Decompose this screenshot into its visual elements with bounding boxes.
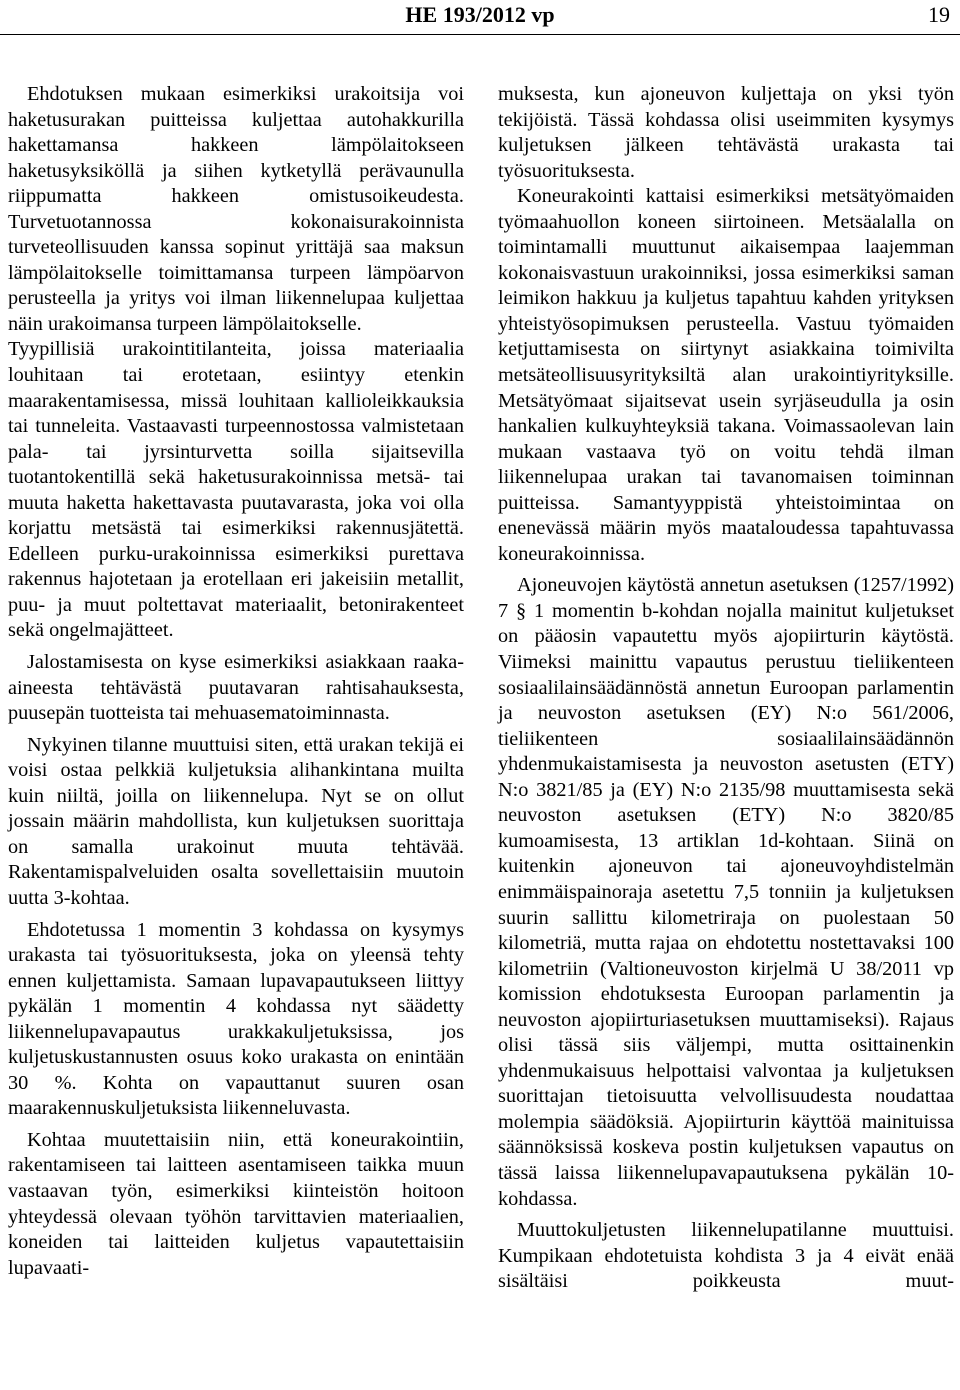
paragraph: Muuttokuljetusten liikennelupatilanne muuttuisi. Kumpikaan ehdotetuista kohdista 3 ja 4 eivät enää sisältäisi poikkeusta muut- xyxy=(498,1219,954,1293)
left-column xyxy=(8,82,464,1281)
page-header xyxy=(0,0,960,35)
paragraph: Ehdotuksen mukaan esimerkiksi urakoitsija voi haketusurakan puitteissa kuljettaa autohakkurilla hakettamansa hakkeen lämpölaitokseen haketusyksiköllä ja siihen kytketyllä perävaunulla riippumatta hakkeen omistusoikeudesta. Turvetuotannossa kokonaisurakoinnista turveteollisuuden kanssa sopinut yrittäjä saa maksun lämpölaitokselle toimittamansa turpeen lämpöarvon perusteella ja yritys voi ilman liikennelupaa kuljettaa näin urakoimansa turpeen lämpölaitokselle. xyxy=(8,83,464,335)
paragraph: Ajoneuvojen käytöstä annetun asetuksen (1257/1992) 7 § 1 momentin b-kohdan nojalla mainitut kuljetukset on pääosin vapautettu myös ajopiirturin käytöstä. Viimeksi mainittu vapautus perustuu tieliikenteen sosiaalilainsäädännöstä annetun Euroopan parlamentin ja neuvoston asetuksen (EY) N:o 561/2006, tieliikenteen sosiaalilainsäädännön yhdenmukaistamisesta ja neuvoston asetusten (ETY) N:o 3821/85 ja (EY) N:o 2135/98 muuttamisesta sekä neuvoston asetuksen (ETY) N:o 3820/85 kumoamisesta, 13 artiklan 1d-kohtaan. Siinä on kuitenkin ajoneuvon tai ajoneuvoyhdistelmän enimmäispainoraja asetettu 7,5 tonniin ja kuljetuksen suurin sallittu kilometriraja on puolestaan 50 kilometriä, mutta rajaa on ehdotettu nostettavaksi 100 kilometriin (Valtioneuvoston kirjelmä U 38/2011 vp komission ehdotuksesta Euroopan parlamentin ja neuvoston ajopiirturiasetuksen muuttamiseksi). Rajaus olisi tässä siis väljempi, mutta osittainenkin yhdenmukaisuus helpottaisi valvontaa ja kuljetuksen suorittajan tietoisuutta velvollisuudesta noudattaa molempia säädöksiä. Ajopiirturin käyttöä mainituissa säännöksissä koskeva postin kuljetuksen vapautus on tässä laissa liikennelupavapautuksena pykälän 10-kohdassa. xyxy=(498,574,954,1210)
right-column xyxy=(498,82,954,1295)
page-number: 19 xyxy=(928,2,950,27)
paragraph: Jalostamisesta on kyse esimerkiksi asiakkaan raaka-aineesta tehtävästä puutavaran rahtisahauksesta, puusepän tuotteista tai mehuasematoiminnasta. xyxy=(8,651,464,725)
paragraph: muksesta, kun ajoneuvon kuljettaja on yksi työn tekijöistä. Tässä kohdassa olisi useimmiten kysymys kuljetuksen jälkeen tehtävästä urakasta tai työsuorituksesta. xyxy=(498,83,954,182)
document-id: HE 193/2012 vp xyxy=(405,2,555,27)
paragraph: Kohtaa muutettaisiin niin, että koneurakointiin, rakentamiseen tai laitteen asentamiseen taikka muun vastaavan työn, esimerkiksi kiinteistön hoitoon yhteydessä olevaan työhön tarvittavien materiaalien, koneiden tai laitteiden kuljetus vapautettaisiin lupavaati- xyxy=(8,1128,464,1279)
paragraph: Koneurakointi kattaisi esimerkiksi metsätyömaiden työmaahuollon koneen siirtoineen. Metsäalalla on toimintamalli muuttunut aikaisempaa laajemman kokonaisvastuun urakoinniksi, jossa esimerkiksi saman leimikon hakkuu ja kuljetus tapahtuu kahden yrityksen yhteistyösopimuksen perusteella. Vastuu työmaiden ketjuttamisesta on siirtynyt asiakkaina toimivilta metsäteollisuusyrityksiltä alan urakointiyrityksille. Metsätyömaat sijaitsevat usein syrjäseudulla ja osin hankalien kulkuyhteyksiä takana. Voimassaolevan lain mukaan vastaava työ on voitu tehdä ilman liikennelupaa urakan tai tavanomaisen toiminnan puitteissa. Samantyyppistä yhteistoimintaa on enenevässä määrin myös maataloudessa tapahtuvassa koneurakoinnissa. xyxy=(498,185,954,565)
paragraph: Ehdotetussa 1 momentin 3 kohdassa on kysymys urakasta tai työsuorituksesta, joka on yleensä tehty ennen kuljettamista. Samaan lupavapautukseen liittyy pykälän 1 momentin 4 kohdassa nyt säädetty liikennelupavapautus urakkakuljetuksissa, jos kuljetuskustannusten osuus koko urakasta on enintään 30 %. Kohta on vapauttanut suuren osan maarakennuskuljetuksista liikenneluvasta. xyxy=(8,918,464,1120)
paragraph: Nykyinen tilanne muuttuisi siten, että urakan tekijä ei voisi ostaa pelkkiä kuljetuksia alihankintana muilta kuin niiltä, joilla on liikennelupa. Nyt se on ollut jossain määrin mahdollista, kun kuljetuksen suorittaja on samalla urakoinut muuta tehtävää. Rakentamispalveluiden osalta sovellettaisiin muutoin uutta 3-kohtaa. xyxy=(8,733,464,909)
paragraph: Tyypillisiä urakointitilanteita, joissa materiaalia louhitaan tai erotetaan, esiintyy etenkin maarakentamisessa, missä louhitaan kallioleikkauksia tai tunneleita. Vastaavasti turpeennostossa valmistetaan pala- tai jyrsinturvetta soilla sijaitsevilla tuotantokentillä sekä haketusurakoinnissa metsä- tai muuta haketta hakettavasta puutavarasta, joka voi olla korjattu metsästä tai esimerkiksi rakennusjätettä. Edelleen purku-urakoinnissa esimerkiksi purettava rakennus hajotetaan ja erotellaan eri jakeisiin metallit, puu- ja muut poltettavat materiaalit, betonirakenteet sekä ongelmajätteet. xyxy=(8,338,464,642)
